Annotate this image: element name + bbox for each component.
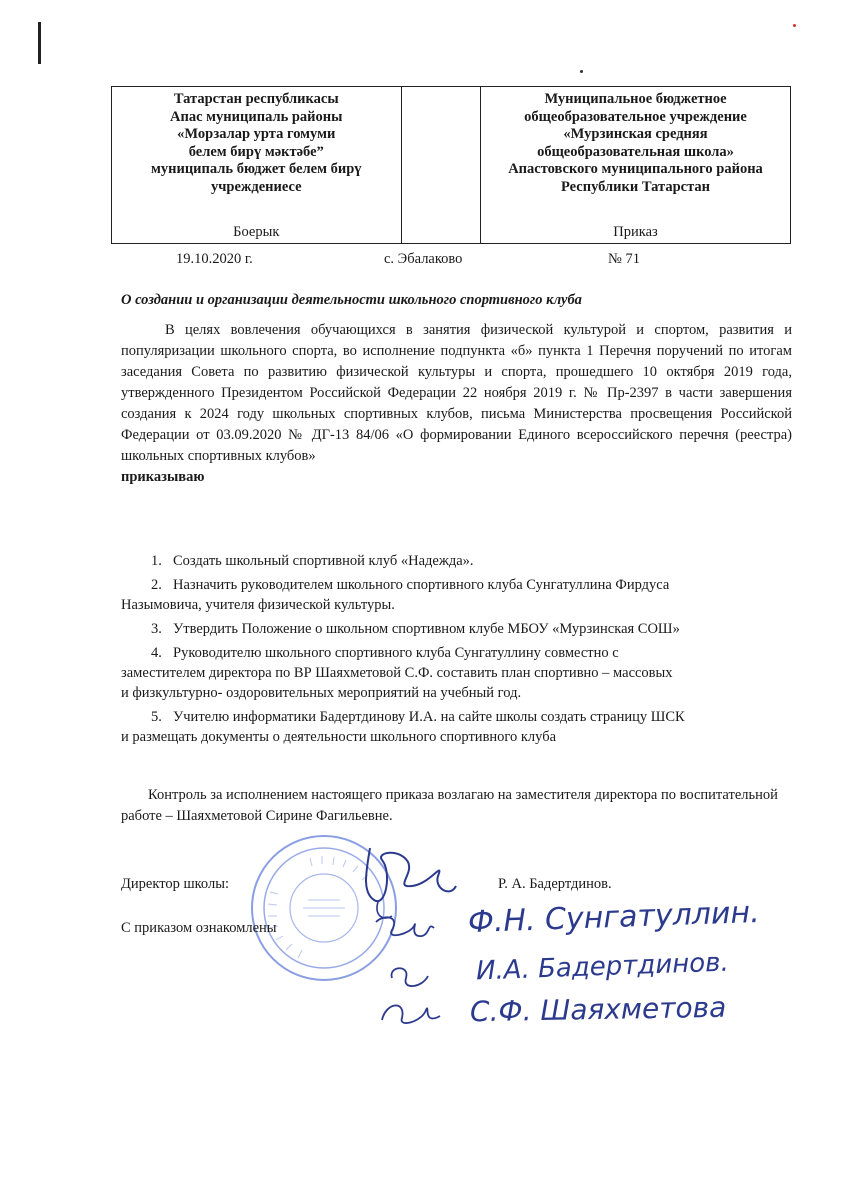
scan-edge-mark <box>38 22 41 64</box>
list-item: 4. Руководителю школьного спортивного клуба Сунгатуллину совместно с заместителем директора по ВР Шаяхметовой С.Ф. составить план спортивно – массовых и физкультурно- оздоровительных мероприятий на учебный год. <box>121 645 673 701</box>
signer-3-handwriting: С.Ф. Шаяхметова <box>469 990 727 1029</box>
header-table <box>111 86 791 244</box>
header-left-cell <box>112 87 402 244</box>
list-item: 2. Назначить руководителем школьного спортивного клуба Сунгатуллина Фирдуса Назымовича, учителя физической культуры. <box>121 577 670 613</box>
right-org-name: Муниципальное бюджетное общеобразовательное учреждение «Мурзинская средняя общеобразовательная школа» Апастовского муниципального района Республики Татарстан <box>508 91 763 195</box>
director-name: Р. А. Бадертдинов. <box>498 876 612 892</box>
order-place: с. Эбалаково <box>384 251 463 267</box>
signer-1-handwriting: Ф.Н. Сунгатуллин. <box>467 894 761 941</box>
preamble <box>121 320 792 488</box>
left-org-name: Татарстан республикасы Апас муниципаль районы «Морзалар урта гомуми белем бирү мәктәбе” муниципаль бюджет белем бирү учреждениесе <box>150 91 362 195</box>
header-right-cell <box>481 87 791 244</box>
order-items-list <box>121 551 793 747</box>
scan-dot <box>793 24 796 27</box>
scan-dot <box>580 70 583 73</box>
list-item: 5. Учителю информатики Бадертдинову И.А. на сайте школы создать страницу ШСК и размещать документы о деятельности школьного спортивного клуба <box>121 709 685 745</box>
list-item: 3. Утвердить Положение о школьном спортивном клубе МБОУ «Мурзинская СОШ» <box>151 621 680 637</box>
signature-mark <box>384 958 434 998</box>
left-doc-type: Боерык <box>233 224 280 240</box>
signature-mark <box>376 996 446 1032</box>
acknowledgement-label: С приказом ознакомлены <box>121 920 277 936</box>
right-doc-type: Приказ <box>613 224 658 240</box>
header-middle-cell <box>401 87 481 244</box>
director-label: Директор школы: <box>121 876 229 892</box>
document-title: О создании и организации деятельности школьного спортивного клуба <box>121 292 582 308</box>
order-date: 19.10.2020 г. <box>176 251 253 267</box>
order-number: № 71 <box>608 251 640 267</box>
control-clause: Контроль за исполнением настоящего приказа возлагаю на заместителя директора по воспитательной работе – Шаяхметовой Сирине Фагильевне. <box>121 787 778 824</box>
list-item: 1. Создать школьный спортивной клуб «Надежда». <box>151 553 474 569</box>
preamble-text: В целях вовлечения обучающихся в занятия физической культурой и спортом, развития и популяризации школьного спорта, во исполнение подпункта «б» пункта 1 Перечня поручений по итогам заседания Совета по развитию физической культуры и спорта, прошедшего 10 октября 2019 года, утвержденного Президентом Российской Федерации 22 ноября 2019 г. № Пр-2397 в части завершения создания к 2024 году школьных спортивных клубов, письма Министерства просвещения Российской Федерации от 03.09.2020 № ДГ-13 84/06 «О формировании Единого всероссийского перечня (реестра) школьных спортивных клубов» <box>121 322 792 464</box>
signer-2-handwriting: И.А. Бадертдинов. <box>475 947 730 987</box>
signature-mark <box>370 908 440 956</box>
order-word: приказываю <box>121 469 205 485</box>
